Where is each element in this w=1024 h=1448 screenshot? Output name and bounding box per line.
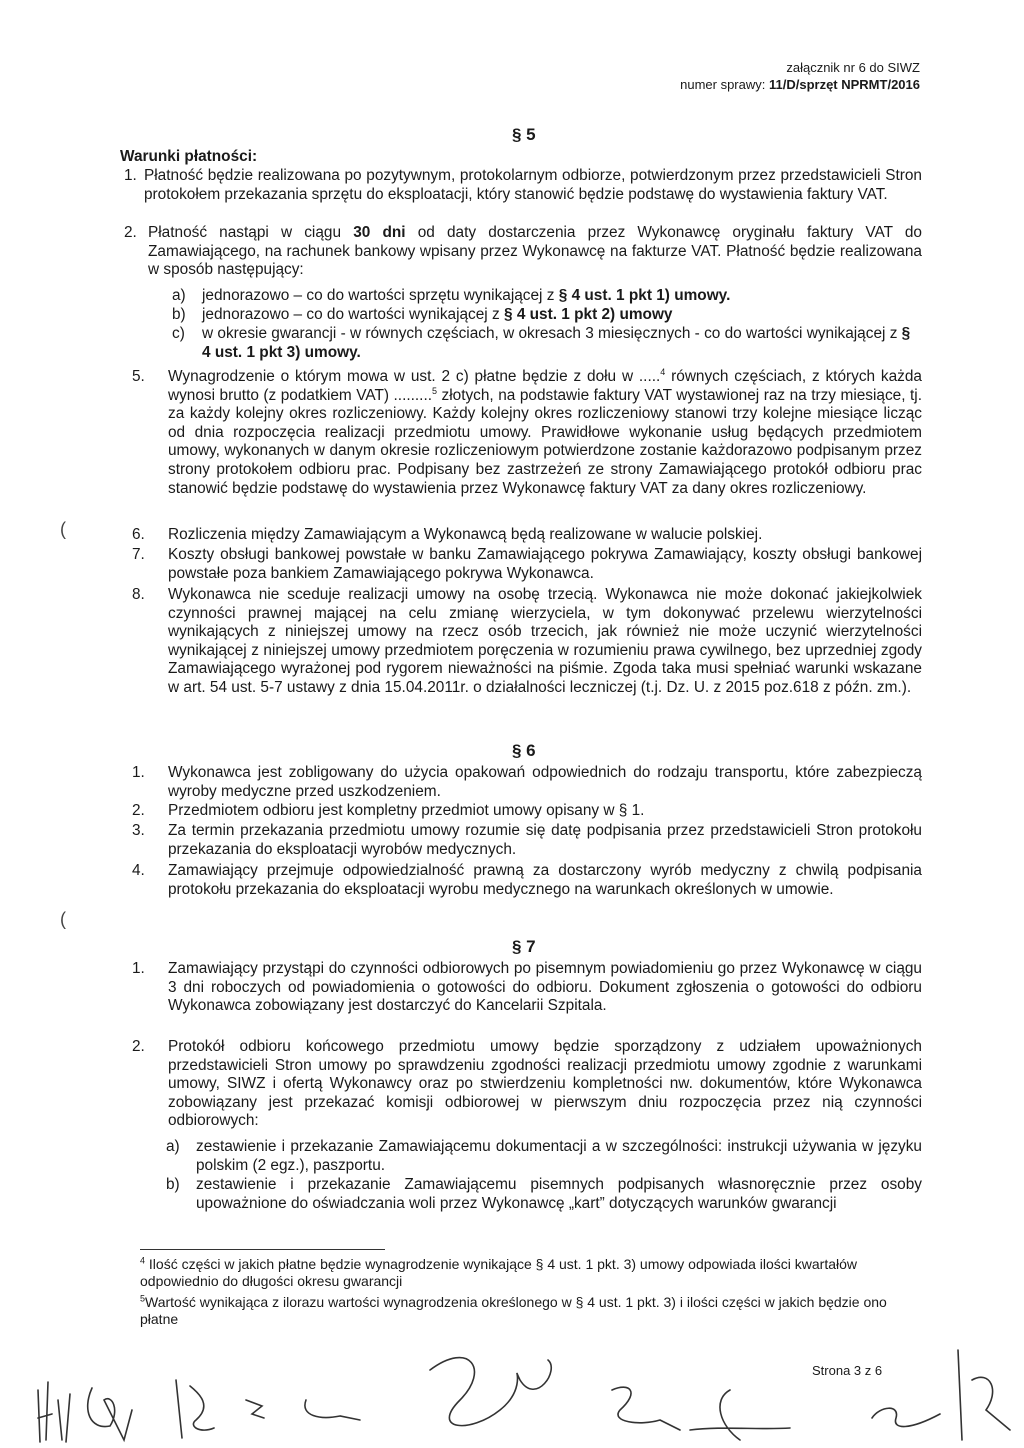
initials-mark: [305, 1400, 360, 1420]
s5-item-5: 5. Wynagrodzenie o którym mowa w ust. 2 c) płatne będzie z dołu w .....$^4$ równych częściach, z których każda wynosi brutto (z podatkiem VAT) .........$^5$ złotych, na podstawie faktury VAT wystawionej raz na trzy miesiące, tj. za każdy kolejny okres rozliczeniowy. Każdy kolejny okres rozliczeniowy stanowi trzy kolejne miesiące licząc od dnia rozpoczęcia realizacji przedmiotu umowy. Prawidłowe wykonanie usług będących przedmiotem umowy, wykonanych w danym okresie rozliczeniowym potwierdzone zostanie każdorazowo podpisanym przez strony protokołem odbioru prac. Podpisany bez zastrzeżeń ze strony Zamawiającego protokół odbioru prac stanowić będzie podstawę do wystawienia przez Wykonawcę faktury VAT za dany okres rozliczeniowy.: [132, 366, 922, 497]
section-5-title: § 5: [512, 125, 536, 144]
s7-item-2: 2. Protokół odbioru końcowego przedmiotu umowy będzie sporządzony z udziałem upoważnionych przedstawicieli Stron umowy po sprawdzeniu zgodności realizacji przedmiotu umowy zgodnie z warunkami umowy, SIWZ i ofertą Wykonawcy oraz po stwierdzeniu kompletności nw. dokumentów, które Wykonawca zobowiązany jest przekazać komisji odbiorowej w pierwszym dniu rozpoczęcia przez nią czynności odbiorowych:: [132, 1038, 922, 1130]
payment-terms-heading: Warunki płatności:: [120, 148, 258, 165]
s6-item-3: 3. Za termin przekazania przedmiotu umowy rozumie się datę podpisania przez przedstawicieli Stron protokołu przekazania do eksploatacji wyrobów medycznych.: [132, 822, 922, 858]
attachment-label: załącznik nr 6 do SIWZ: [786, 60, 920, 75]
s6-item-2: 2. Przedmiotem odbioru jest kompletny przedmiot umowy opisany w § 1.: [132, 802, 645, 819]
footnote-5: $^5$Wartość wynikająca z ilorazu wartości wynagrodzenia określonego w § 4 ust. 1 pkt. 3) i ilości części w jakich będzie ono płatne: [140, 1293, 887, 1327]
s7-item-1: 1. Zamawiający przystąpi do czynności odbiorowych po pisemnym powiadomieniu go przez Wykonawcę w ciągu 3 dni roboczych od powiadomienia o gotowości do odbioru. Dokument zgłoszenia o gotowości do odbioru Wykonawca zobowiązany jest dostarczyć do Kancelarii Szpitala.: [132, 960, 922, 1015]
signatures-icon: [0, 1330, 1024, 1448]
section-7-title: § 7: [512, 937, 536, 956]
s5-sub-c: c) w okresie gwarancji - w równych częściach, w okresach 3 miesięcznych - co do wartości wynikającej z § 4 ust. 1 pkt 3) umowy.: [172, 325, 911, 361]
signature-mark: [430, 1358, 551, 1426]
footnote-4: $^4$ Ilość części w jakich płatne będzie wynagrodzenie wynikające § 4 ust. 1 pkt. 3) umowy odpowiada ilości kwartałów odpowiednio do długości okresu gwarancji: [140, 1255, 858, 1289]
initials-mark: [958, 1350, 1010, 1440]
section-6-title: § 6: [512, 741, 536, 760]
s7-sub-a: a) zestawienie i przekazanie Zamawiającemu dokumentacji a w szczególności: instrukcji używania w języku polskim (2 egz.), paszportu.: [166, 1138, 922, 1174]
s5-item-6: 6. Rozliczenia między Zamawiającym a Wykonawcą będą realizowane w walucie polskiej.: [132, 526, 763, 543]
s5-item-1: 1. Płatność będzie realizowana po pozytywnym, protokolarnym odbiorze, potwierdzonym przez przedstawicieli Stron protokołem przekazania sprzętu do eksploatacji, który stanowić będzie podstawę do wystawienia faktury VAT.: [124, 167, 922, 203]
s5-item-8: 8. Wykonawca nie sceduje realizacji umowy na osobę trzecią. Wykonawca nie może dokonać jakiejkolwiek czynności prawnej mającej na celu zmianę wierzyciela, w tym dokonywać przelewu wierzytelności wynikających z niniejszej umowy na rzecz osób trzecich, jak również nie może uczynić wierzytelności wynikającej z niniejszej umowy przedmiotem poręczenia w rozumieniu prawa cywilnego, bez uprzedniej zgody Zamawiającego wyrażonej pod rygorem nieważności na piśmie. Zgoda taka musi spełniać warunki wskazane w art. 54 ust. 5-7 ustawy z dnia 15.04.2011r. o działalności leczniczej (t.j. Dz. U. z 2015 poz.618 z późn. zm.).: [132, 586, 922, 696]
initials-mark: [88, 1388, 132, 1440]
footnote-divider: [140, 1249, 385, 1250]
signature-mark: [872, 1408, 940, 1426]
case-number: numer sprawy: 11/D/sprzęt NPRMT/2016: [680, 77, 920, 92]
signature-mark: [690, 1390, 790, 1440]
s6-item-1: 1. Wykonawca jest zobligowany do użycia opakowań odpowiednich do rodzaju transportu, które zabezpieczą wyroby medyczne przed uszkodzeniem.: [132, 764, 922, 800]
margin-mark: (: [60, 519, 66, 539]
s5-item-2: 2. Płatność nastąpi w ciągu 30 dni od daty dostarczenia przez Wykonawcę oryginału faktury VAT do Zamawiającego, na rachunek bankowy wpisany przez Wykonawcę na fakturze VAT. Płatność będzie realizowana w sposób następujący:: [124, 224, 922, 279]
s5-item-7: 7. Koszty obsługi bankowej powstałe w banku Zamawiającego pokrywa Zamawiający, koszty obsługi bankowej powstałe poza bankiem Zamawiającego pokrywa Wykonawca.: [132, 546, 922, 582]
s7-sub-b: b) zestawienie i przekazanie Zamawiającemu pisemnych podpisanych własnoręcznie przez osoby upoważnione do oświadczania woli przez Wykonawcę „kart” dotyczących warunków gwarancji: [166, 1176, 922, 1212]
initials-mark: [246, 1400, 264, 1418]
document-header: [680, 59, 920, 93]
s5-sub-a: a) jednorazowo – co do wartości sprzętu wynikającej z § 4 ust. 1 pkt 1) umowy.: [172, 287, 731, 304]
initials-mark: [176, 1380, 214, 1438]
margin-mark: (: [60, 909, 66, 929]
signature-mark: [612, 1387, 680, 1430]
page-number: Strona 3 z 6: [812, 1363, 883, 1378]
initials-mark: [38, 1382, 70, 1442]
s6-item-4: 4. Zamawiający przejmuje odpowiedzialność prawną za dostarczony wyrób medyczny z chwilą podpisania protokołu przekazania do eksploatacji wyrobu medycznego na warunkach określonych w umowie.: [132, 862, 922, 898]
s5-sub-b: b) jednorazowo – co do wartości wynikającej z § 4 ust. 1 pkt 2) umowy: [172, 306, 673, 323]
